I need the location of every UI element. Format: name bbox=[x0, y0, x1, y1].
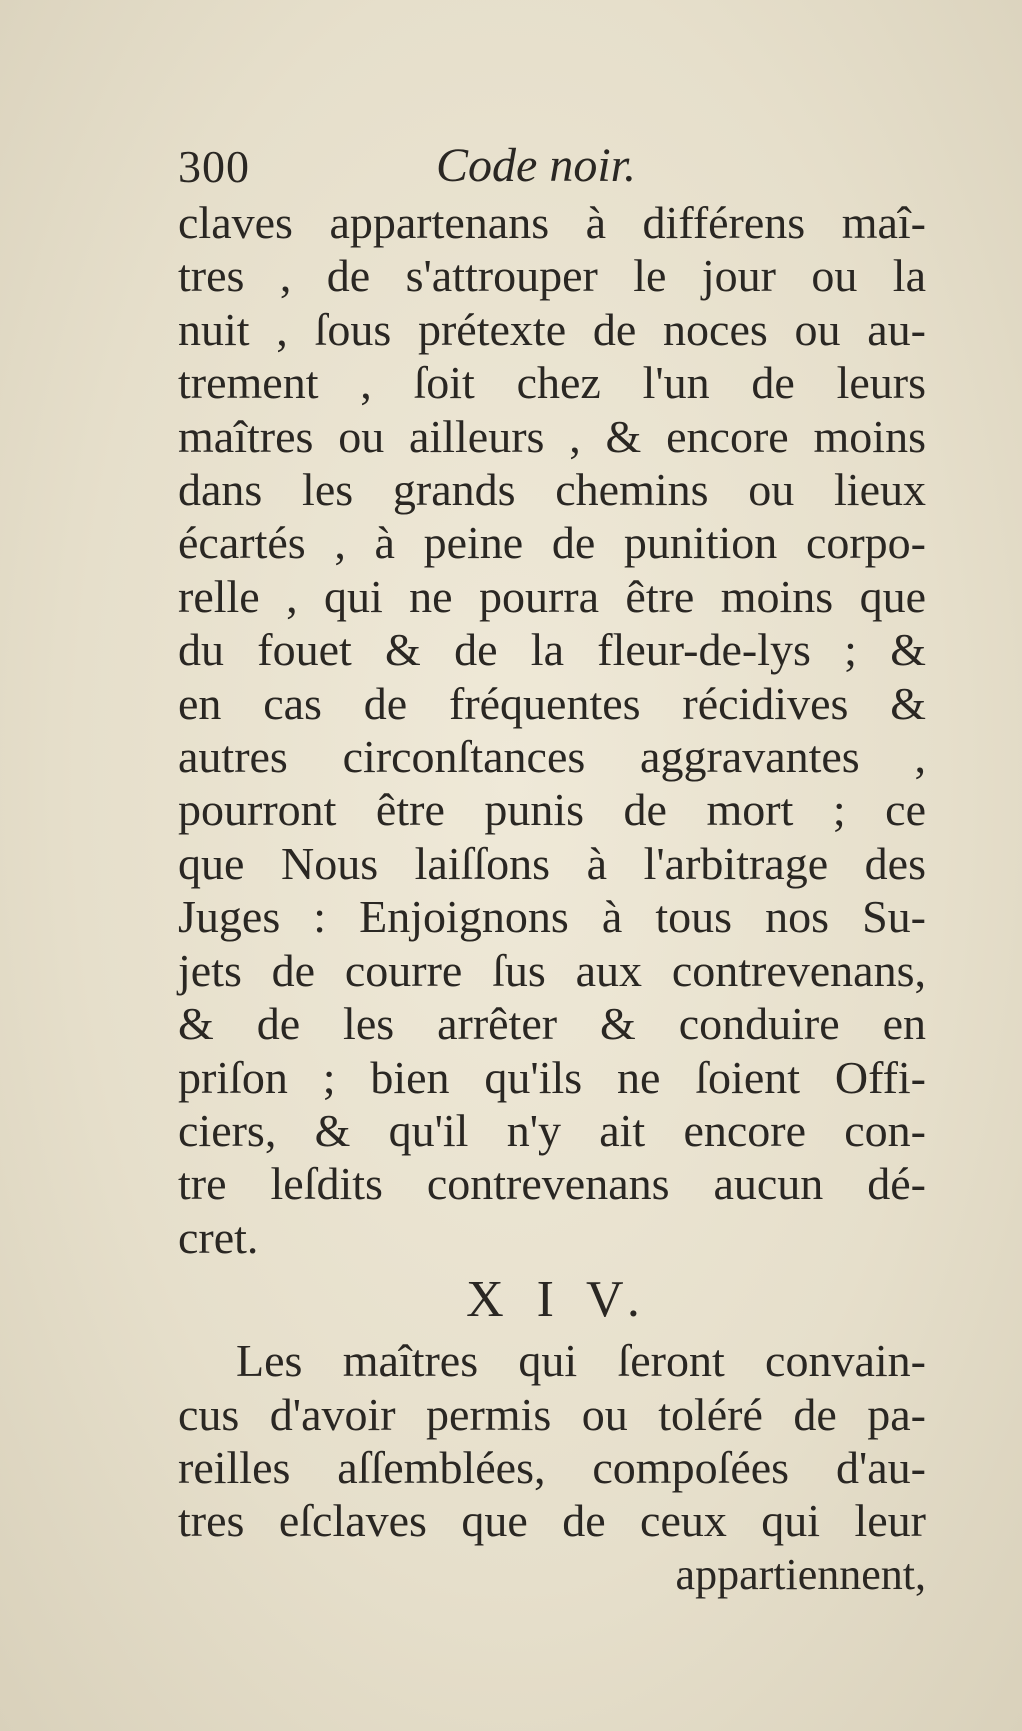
body-text bbox=[178, 196, 926, 1601]
text-line: tres , de s'attrouper le jour ou la bbox=[178, 250, 926, 302]
text-line: tres eſclaves que de ceux qui leur bbox=[178, 1495, 926, 1547]
text-line: que Nous laiſſons à l'arbitrage des bbox=[178, 837, 926, 889]
paragraph-1 bbox=[178, 196, 926, 1264]
text-line: cret. bbox=[178, 1211, 259, 1263]
text-line: priſon ; bien qu'ils ne ſoient Offi- bbox=[178, 1051, 926, 1103]
text-line: Juges : Enjoignons à tous nos Su- bbox=[178, 891, 926, 943]
text-line: nuit , ſous prétexte de noces ou au- bbox=[178, 303, 926, 355]
running-title: Code noir. bbox=[436, 139, 637, 192]
text-line: maîtres ou ailleurs , & encore moins bbox=[178, 410, 926, 462]
page-number: 300 bbox=[178, 141, 250, 192]
text-line: jets de courre ſus aux contrevenans, bbox=[178, 944, 926, 996]
text-line: tre leſdits contrevenans aucun dé- bbox=[178, 1158, 926, 1210]
text-line: Les maîtres qui ſeront convain- bbox=[236, 1335, 926, 1387]
text-line: relle , qui ne pourra être moins que bbox=[178, 570, 926, 622]
text-line: claves appartenans à différens maî- bbox=[178, 197, 926, 248]
text-line: du fouet & de la fleur-de-lys ; & bbox=[178, 624, 926, 676]
text-line: reilles aſſemblées, compoſées d'au- bbox=[178, 1441, 926, 1493]
section-heading: X I V. bbox=[466, 1271, 650, 1329]
paragraph-2 bbox=[178, 1334, 926, 1548]
text-line: ciers, & qu'il n'y ait encore con- bbox=[178, 1104, 926, 1156]
text-line: cus d'avoir permis ou toléré de pa- bbox=[178, 1388, 926, 1440]
text-line: pourront être punis de mort ; ce bbox=[178, 784, 926, 836]
text-line: trement , ſoit chez l'un de leurs bbox=[178, 357, 926, 409]
text-line: en cas de fréquentes récidives & bbox=[178, 677, 926, 729]
text-line: autres circonſtances aggravantes , bbox=[178, 731, 926, 783]
text-line: dans les grands chemins ou lieux bbox=[178, 464, 926, 516]
page-header bbox=[178, 140, 838, 200]
catchword: appartiennent, bbox=[675, 1549, 926, 1599]
text-line: écartés , à peine de punition corpo- bbox=[178, 517, 926, 569]
text-line: & de les arrêter & conduire en bbox=[178, 998, 926, 1050]
